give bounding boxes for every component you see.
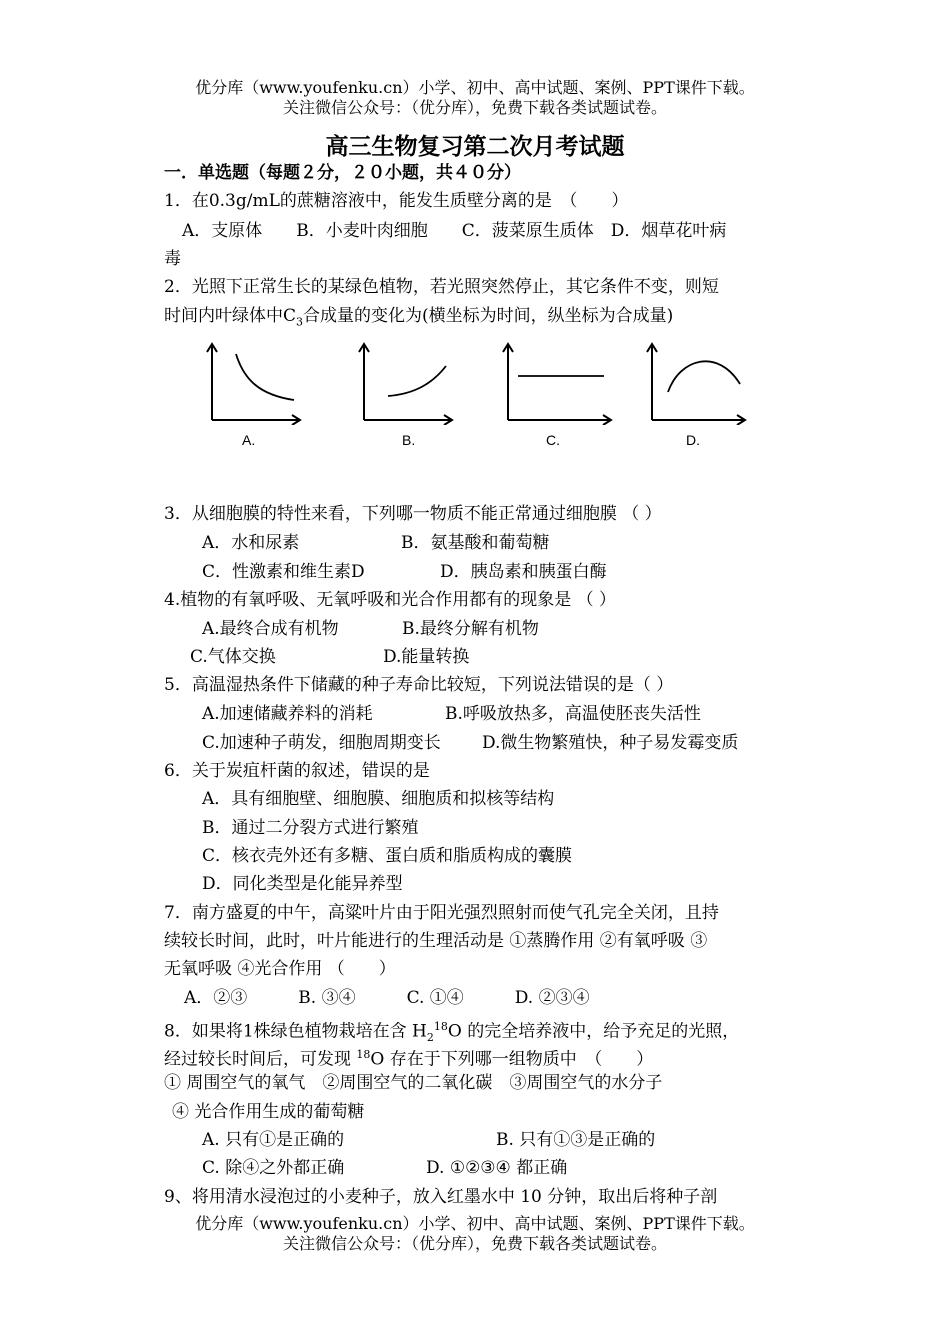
graph-a — [200, 340, 310, 425]
q2-line-2: 时间内叶绿体中$C_3$合成量的变化为(横坐标为时间，纵坐标为合成量) — [164, 306, 674, 329]
q3-option-b: B．氨基酸和葡萄糖 — [401, 533, 550, 553]
q6-stem: 6．关于炭疽杆菌的叙述，错误的是 — [164, 761, 430, 781]
q8-line-1: 8．如果将1株绿色植物栽培在含 $H_2^{18}O$ 的完全培养液中，给予充足的光照， — [164, 1020, 740, 1045]
q4-option-c: C.气体交换 — [190, 647, 276, 667]
q6-option-c: C．核衣壳外还有多糖、蛋白质和脂质构成的囊膜 — [202, 846, 573, 866]
q7-line-2: 续较长时间，此时，叶片能进行的生理活动是 ①蒸腾作用 ②有氧呼吸 ③ — [164, 931, 708, 951]
q8-option-a: A. 只有①是正确的 — [202, 1130, 345, 1150]
q8-option-d: D. ①②③④ 都正确 — [426, 1158, 568, 1178]
q8-option-b: B. 只有①③是正确的 — [496, 1130, 656, 1150]
q8-option-c: C. 除④之外都正确 — [202, 1158, 345, 1178]
header-line-2: 关注微信公众号：（优分库），免费下载各类试题试卷。 — [282, 98, 667, 117]
section-heading: 一．单选题（每题２分，２０小题，共４０分） — [164, 163, 521, 183]
q1-options-wrap: 毒 — [164, 249, 181, 269]
footer-line-1: 优分库（www.youfenku.cn）小学、初中、高中试题、案例、PPT课件下载。 — [195, 1214, 755, 1233]
q1-options: A．支原体 B．小麦叶肉细胞 C．菠菜原生质体 D．烟草花叶病 — [182, 221, 727, 241]
q7-options: A．②③ B. ③④ C. ①④ D. ②③④ — [184, 988, 590, 1008]
graph-a-label: A. — [242, 432, 256, 448]
q3-option-d: D．胰岛素和胰蛋白酶 — [440, 562, 607, 582]
q7-line-1: 7．南方盛夏的中午，高粱叶片由于阳光强烈照射而使气孔完全关闭，且持 — [164, 903, 719, 923]
q4-option-a: A.最终合成有机物 — [202, 619, 339, 639]
graph-c-label: C. — [546, 432, 560, 448]
graph-b-label: B. — [402, 432, 416, 448]
q4-option-d: D.能量转换 — [383, 647, 470, 667]
q5-option-d: D.微生物繁殖快，种子易发霉变质 — [482, 733, 739, 753]
q2-line-1: 2．光照下正常生长的某绿色植物，若光照突然停止，其它条件不变，则短 — [164, 277, 719, 297]
graph-c — [496, 340, 621, 425]
q8-line-4: ④ 光合作用生成的葡萄糖 — [172, 1102, 365, 1122]
q5-option-a: A.加速储藏养料的消耗 — [202, 704, 373, 724]
q4-option-b: B.最终分解有机物 — [402, 619, 539, 639]
q6-option-b: B．通过二分裂方式进行繁殖 — [202, 818, 419, 838]
q8-line-3: ① 周围空气的氧气 ②周围空气的二氧化碳 ③周围空气的水分子 — [164, 1073, 663, 1093]
graph-d-label: D. — [686, 432, 700, 448]
q6-option-a: A．具有细胞壁、细胞膜、细胞质和拟核等结构 — [202, 789, 555, 809]
graph-b — [352, 340, 462, 425]
q3-stem: 3．从细胞膜的特性来看，下列哪一物质不能正常通过细胞膜 （ ） — [164, 504, 662, 524]
q3-option-c: C．性激素和维生素D — [202, 562, 365, 582]
q1-stem: 1．在0.3g/mL的蔗糖溶液中，能发生质壁分离的是 （ ） — [164, 191, 629, 211]
q3-option-a: A．水和尿素 — [202, 533, 300, 553]
q5-option-b: B.呼吸放热多，高温使胚丧失活性 — [445, 704, 701, 724]
q5-stem: 5．高温湿热条件下储藏的种子寿命比较短，下列说法错误的是（ ） — [164, 675, 674, 695]
header-line-1: 优分库（www.youfenku.cn）小学、初中、高中试题、案例、PPT课件下载。 — [195, 78, 755, 97]
q4-stem: 4.植物的有氧呼吸、无氧呼吸和光合作用都有的现象是 （ ） — [164, 590, 617, 610]
q5-option-c: C.加速种子萌发，细胞周期变长 — [202, 733, 441, 753]
graph-d — [640, 340, 755, 425]
q8-line-2: 经过较长时间后，可发现 $^{18}$O 存在于下列哪一组物质中 （ ） — [164, 1048, 654, 1070]
footer-line-2: 关注微信公众号：（优分库），免费下载各类试题试卷。 — [282, 1234, 667, 1253]
q9-line-1: 9、将用清水浸泡过的小麦种子，放入红墨水中 10 分钟，取出后将种子剖 — [164, 1187, 718, 1207]
q6-option-d: D．同化类型是化能异养型 — [202, 874, 403, 894]
q7-line-3: 无氧呼吸 ④光合作用 （ ） — [164, 959, 396, 979]
page-title: 高三生物复习第二次月考试题 — [325, 133, 625, 160]
